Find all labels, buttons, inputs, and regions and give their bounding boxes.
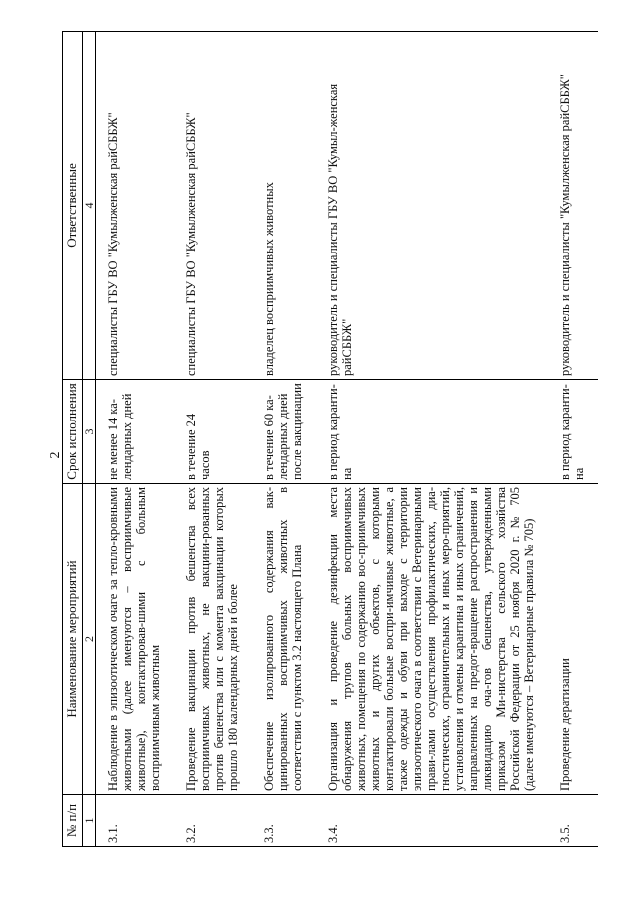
row-responsible: специалисты ГБУ ВО "Кумылженская райСББЖ" <box>96 32 175 380</box>
header-num: № п/п <box>63 795 83 847</box>
row-name: Проведение дератизации <box>548 484 598 795</box>
row-term: в течение 24 часов <box>174 380 252 484</box>
row-num: 3.3. <box>252 795 316 847</box>
table-row <box>316 32 548 847</box>
table-row <box>96 32 175 847</box>
row-responsible: руководитель и специалисты "Кумылженская райСББЖ" <box>548 32 598 380</box>
table-row <box>252 32 316 847</box>
row-term: в течение 60 ка-лендарных дней после вакцинации <box>252 380 316 484</box>
row-term: в период каранти-на <box>548 380 598 484</box>
col-number-4: 4 <box>82 32 96 380</box>
row-num: 3.4. <box>316 795 548 847</box>
row-num: 3.1. <box>96 795 175 847</box>
table-row <box>174 32 252 847</box>
row-responsible: владелец восприимчивых животных <box>252 32 316 380</box>
row-responsible: специалисты ГБУ ВО "Кумылженская райСББЖ" <box>174 32 252 380</box>
row-term: в период каранти-на <box>316 380 548 484</box>
col-number-3: 3 <box>82 380 96 484</box>
row-responsible: руководитель и специалисты ГБУ ВО "Кумыл-женская райСББЖ" <box>316 32 548 380</box>
row-name: Обеспечение изолированного содержания вак-цинированных восприимчивых животных в соответствии с пунктом 3.2 настоящего Плана <box>252 484 316 795</box>
header-term: Срок исполнения <box>63 380 83 484</box>
row-num: 3.5. <box>548 795 598 847</box>
col-number-1: 1 <box>82 795 96 847</box>
row-name: Наблюдение в эпизоотическом очаге за тепло-кровными животными (далее именуются – восприимчивые животные), контактировав-шими с больным восприимчивым животным <box>96 484 175 795</box>
row-name: Организация и проведение дезинфекции места обнаружения трупов больных восприимчивых животных, помещения по содержанию вос-приимчивых животных и других объектов, с которыми контактировали больные воспри-имчивые животные, а также одежды и обуви при выходе с территории эпизоотического очага в соответствии с Ветеринарными прави-лами осуществления профилактических, диа-гностических, ограничительных и иных меро-приятий, установления и отмены карантина и иных ограничений, направленных на предот-вращение распространения и ликвидацию оча-гов бешенства, утвержденными приказом Ми-нистерства сельского хозяйства Российской Федерации от 25 ноября 2020 г. № 705 (далее именуются – Ветеринарные правила № 705) <box>316 484 548 795</box>
row-num: 3.2. <box>174 795 252 847</box>
header-name: Наименование мероприятий <box>63 484 83 795</box>
col-number-2: 2 <box>82 484 96 795</box>
row-term: не менее 14 ка-лендарных дней <box>96 380 175 484</box>
measures-table <box>62 31 598 847</box>
header-responsible: Ответственные <box>63 32 83 380</box>
table-row <box>548 32 598 847</box>
page-number: 2 <box>48 451 63 459</box>
row-name: Проведение вакцинации против бешенства всех восприимчивых животных, не вакцини-рованных против бешенства или с момента вакцинации которых прошло 180 календарных дней и более <box>174 484 252 795</box>
